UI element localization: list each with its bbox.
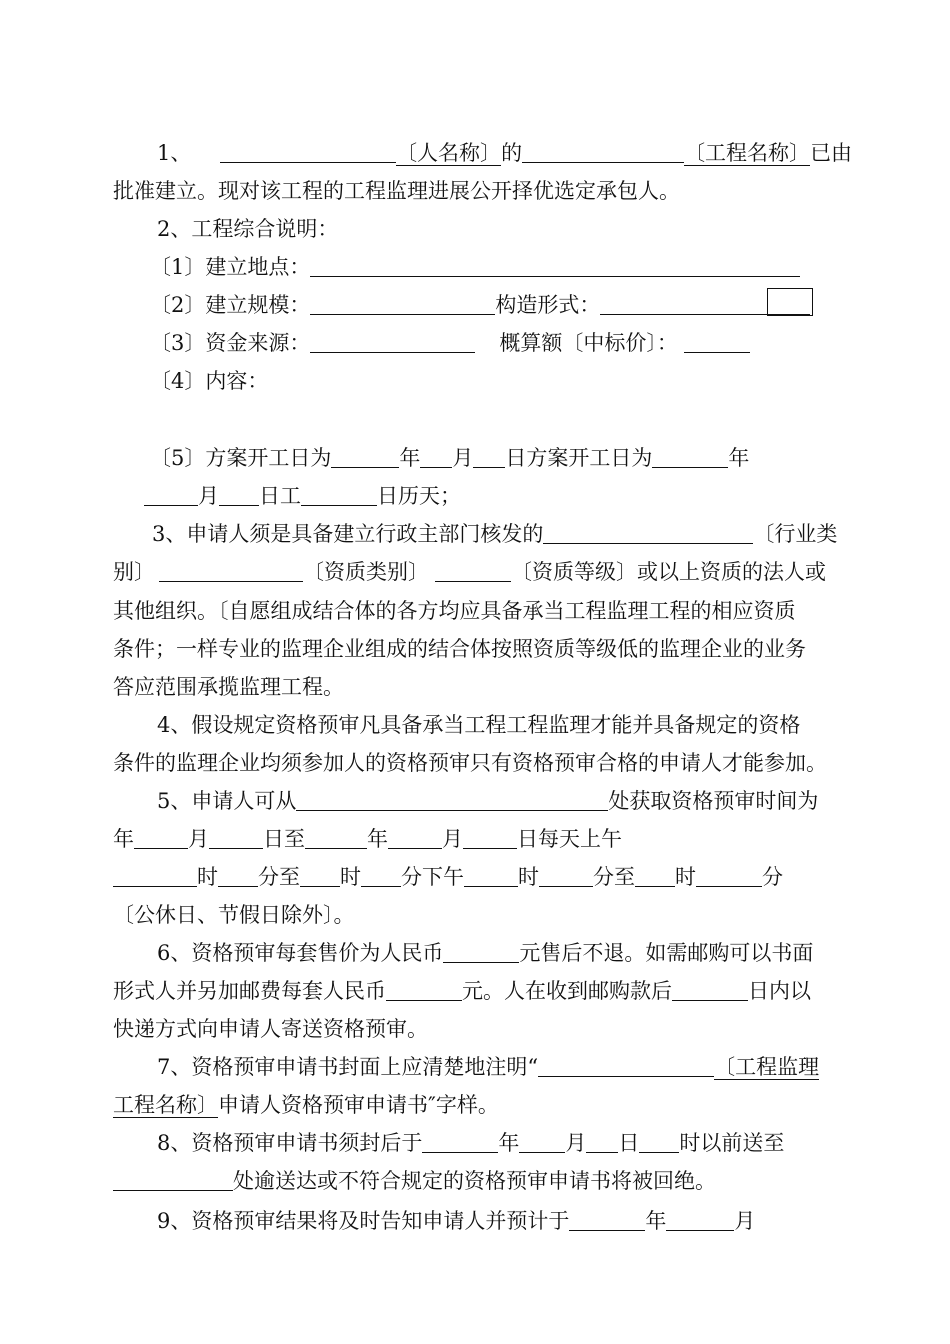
p5-shi-2: 时 xyxy=(340,865,361,889)
p2-item2 xyxy=(150,290,810,320)
p8-nian: 年 xyxy=(498,1131,520,1155)
p7-text-2: 〔工程监理 xyxy=(714,1055,820,1079)
p8-line2 xyxy=(113,1166,716,1196)
p2-item1-label: 〔1〕建立地点： xyxy=(150,255,311,279)
p3-text-5: 〔资质等级〕或以上资质的法人或 xyxy=(511,560,826,584)
p2-item2b-label: 构造形式： xyxy=(495,293,601,317)
p5-blank-12 xyxy=(635,864,675,887)
p5-ri-zhi: 日至 xyxy=(263,827,305,851)
p2-item1-blank xyxy=(310,254,800,277)
p3-industry-blank xyxy=(543,521,753,544)
p5-yue-2: 月 xyxy=(442,827,463,851)
p3-line2 xyxy=(113,557,826,587)
p2-item2a-label: 〔2〕建立规模： xyxy=(150,293,311,317)
p7-line2 xyxy=(113,1090,499,1120)
p5-blank-4 xyxy=(388,826,442,849)
p2-item5-text-d: 日方案开工日为 xyxy=(505,446,653,470)
p3-text-2: 〔行业类 xyxy=(753,522,838,546)
p8-text-1: 8、资格预审申请书须封后于 xyxy=(157,1131,423,1155)
p1-line1 xyxy=(157,138,852,168)
p9-blank-2 xyxy=(666,1208,734,1231)
p1-text-de: 的 xyxy=(501,141,523,165)
p7-text-3: 工程名称〕 xyxy=(113,1093,218,1117)
p5-blank-2 xyxy=(209,826,263,849)
p8-yue: 月 xyxy=(565,1131,587,1155)
p5-text-1: 5、申请人可从 xyxy=(157,789,297,813)
p5-blank-9 xyxy=(361,864,401,887)
p3-text-3: 别〕 xyxy=(113,560,155,584)
p2-item5-blank-5 xyxy=(144,483,198,506)
p5-line3 xyxy=(113,862,783,892)
p8-location-blank xyxy=(113,1168,233,1191)
p9-line1 xyxy=(157,1206,755,1236)
p5-shi-3: 时 xyxy=(518,865,539,889)
p3-line5: 答应范围承揽监理工程。 xyxy=(113,675,344,699)
p8-text-2: 时以前送至 xyxy=(679,1131,785,1155)
p6-line1 xyxy=(157,938,813,968)
p3-category-blank xyxy=(159,559,303,582)
p3-grade-blank xyxy=(435,559,511,582)
p6-text-5: 日内以 xyxy=(748,979,811,1003)
p6-days-blank xyxy=(672,978,748,1001)
p6-text-4: 元。人在收到邮购款后 xyxy=(462,979,672,1003)
p5-fen-xiawu: 分下午 xyxy=(401,865,464,889)
p5-blank-8 xyxy=(300,864,340,887)
p9-nian: 年 xyxy=(645,1209,667,1233)
p5-line2 xyxy=(113,824,622,854)
p1-project-label: 〔工程名称〕 xyxy=(684,141,811,165)
p5-nian-2: 年 xyxy=(367,827,388,851)
p1-text-yiyou: 已由 xyxy=(810,141,853,165)
p2-item3 xyxy=(150,328,750,358)
p8-blank-3 xyxy=(586,1130,618,1153)
p3-text-4: 〔资质类别〕 xyxy=(303,560,429,584)
p5-blank-13 xyxy=(696,864,762,887)
p6-price-blank xyxy=(443,940,519,963)
p6-text-3: 形式人并另加邮费每套人民币 xyxy=(113,979,386,1003)
p5-source-blank xyxy=(296,788,608,811)
p5-fen-zhi-1: 分至 xyxy=(258,865,300,889)
p6-line3: 快递方式向申请人寄送资格预审。 xyxy=(113,1017,428,1041)
p5-ri-daily: 日每天上午 xyxy=(517,827,622,851)
p2-item1 xyxy=(150,252,800,282)
p4-line2: 条件的监理企业均须参加人的资格预审只有资格预审合格的申请人才能参加。 xyxy=(113,751,827,775)
p3-text-1: 3、申请人须是具备建立行政主部门核发的 xyxy=(152,522,544,546)
p2-item2-box xyxy=(767,288,813,316)
p2-item5-text-a: 〔5〕方案开工日为 xyxy=(150,446,332,470)
p8-line1 xyxy=(157,1128,784,1158)
p2-item5-blank-4 xyxy=(652,445,728,468)
p5-blank-11 xyxy=(539,864,593,887)
p5-yue-1: 月 xyxy=(188,827,209,851)
p5-blank-6 xyxy=(113,864,197,887)
p9-text-1: 9、资格预审结果将及时告知申请人并预计于 xyxy=(157,1209,570,1233)
p3-line3: 其他组织。〔自愿组成结合体的各方均应具备承当工程监理工程的相应资质 xyxy=(113,599,796,623)
p2-item5-line1 xyxy=(150,443,749,473)
p2-item5-blank-6 xyxy=(219,483,259,506)
p2-item5-text-b: 年 xyxy=(399,446,421,470)
p6-text-2: 元售后不退。如需邮购可以书面 xyxy=(519,941,814,965)
p2-item5-text-c: 月 xyxy=(452,446,474,470)
p1-number: 1、 xyxy=(157,141,192,165)
p5-shi-1: 时 xyxy=(197,865,218,889)
p5-line1 xyxy=(157,786,818,816)
p6-postage-blank xyxy=(386,978,462,1001)
p2-item5-line2 xyxy=(144,481,461,511)
p5-blank-1 xyxy=(134,826,188,849)
p2-item5-text-g: 日工 xyxy=(259,484,301,508)
p3-line1 xyxy=(152,519,837,549)
p8-blank-2 xyxy=(519,1130,565,1153)
p7-name-blank xyxy=(538,1054,714,1077)
p5-nian-1: 年 xyxy=(113,827,134,851)
p5-blank-10 xyxy=(464,864,518,887)
p4-line1: 4、假设规定资格预审凡具备承当工程工程监理才能并具备规定的资格 xyxy=(157,713,801,737)
p5-blank-3 xyxy=(305,826,367,849)
p2-item5-blank-3 xyxy=(473,445,505,468)
p7-text-1: 7、资格预审申请书封面上应清楚地注明“ xyxy=(157,1055,539,1079)
p2-item5-blank-7 xyxy=(301,483,377,506)
p2-item5-blank-1 xyxy=(331,445,399,468)
p5-shi-4: 时 xyxy=(675,865,696,889)
p1-org-blank xyxy=(220,140,396,163)
p7-line1 xyxy=(157,1052,819,1082)
p9-blank-1 xyxy=(569,1208,645,1231)
p2-item3a-label: 〔3〕资金来源： xyxy=(150,331,311,355)
p1-line2: 批准建立。现对该工程的工程监理进展公开择优选定承包人。 xyxy=(113,179,680,203)
p2-item5-blank-2 xyxy=(420,445,452,468)
p8-ri: 日 xyxy=(618,1131,640,1155)
p2-item3b-label: 概算额〔中标价〕： xyxy=(499,331,678,355)
p2-item4: 〔4〕内容： xyxy=(150,369,269,393)
p2-item3a-blank xyxy=(310,330,475,353)
p2-item3b-blank xyxy=(684,330,750,353)
p6-line2 xyxy=(113,976,811,1006)
p8-text-3: 处逾送达或不符合规定的资格预审申请书将被回绝。 xyxy=(233,1169,716,1193)
p1-org-label: 〔人名称〕 xyxy=(396,141,502,165)
p5-line4: 〔公休日、节假日除外〕。 xyxy=(113,903,355,927)
p5-text-2: 处获取资格预审时间为 xyxy=(608,789,819,813)
p5-fen: 分 xyxy=(762,865,783,889)
p7-text-4: 申请人资格预审申请书″字样。 xyxy=(218,1093,499,1117)
p8-blank-1 xyxy=(422,1130,498,1153)
p8-blank-4 xyxy=(639,1130,679,1153)
p5-blank-7 xyxy=(218,864,258,887)
p2-item5-text-e: 年 xyxy=(728,446,750,470)
p1-project-blank xyxy=(522,140,684,163)
p2-heading: 2、工程综合说明： xyxy=(157,217,339,241)
p2-item5-text-h: 日历天； xyxy=(377,484,461,508)
p2-item5-text-f: 月 xyxy=(198,484,219,508)
p3-line4: 条件；一样专业的监理企业组成的结合体按照资质等级低的监理企业的业务 xyxy=(113,637,806,661)
p9-yue: 月 xyxy=(734,1209,756,1233)
p6-text-1: 6、资格预审每套售价为人民币 xyxy=(157,941,444,965)
p2-item2a-blank xyxy=(310,292,495,315)
p5-blank-5 xyxy=(463,826,517,849)
p5-fen-zhi-2: 分至 xyxy=(593,865,635,889)
